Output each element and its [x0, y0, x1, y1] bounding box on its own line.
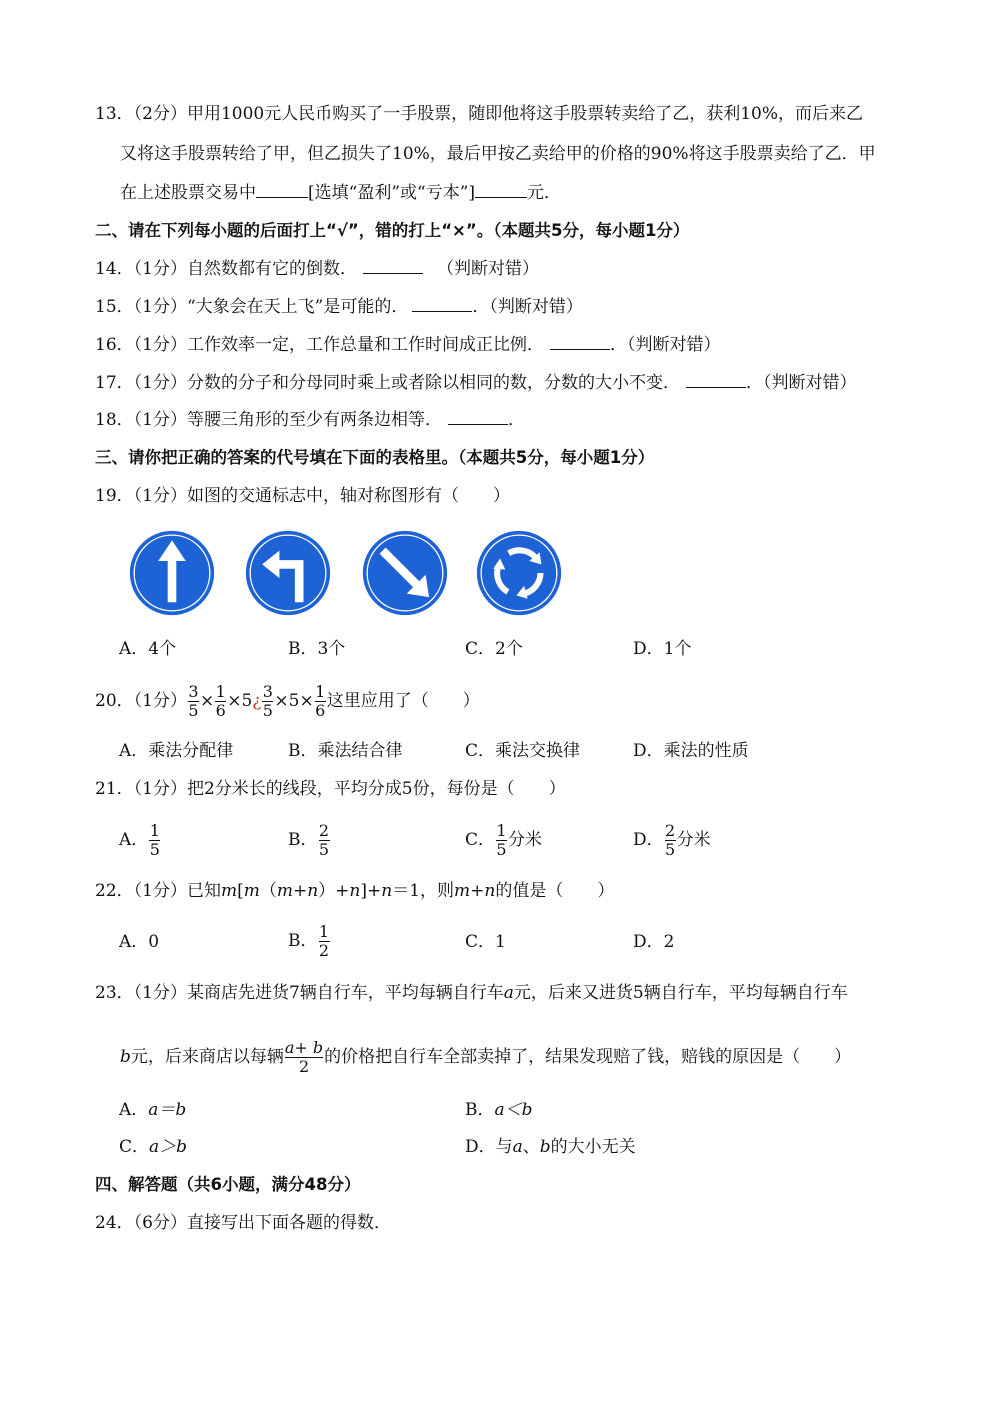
q20-option-b[interactable]: B．乘法结合律: [288, 741, 403, 761]
q20: [95, 681, 480, 721]
q18-tail: ．: [507, 410, 525, 430]
option-label: B．: [288, 931, 318, 951]
q13-line3-text: 在上述股票交易中: [120, 183, 256, 203]
bracket: [: [237, 881, 244, 901]
q18: [95, 409, 525, 431]
q20-option-d[interactable]: D．乘法的性质: [633, 741, 749, 761]
denominator: 5: [318, 839, 330, 859]
q19-option-d[interactable]: D．1个: [633, 639, 692, 659]
q21-text: 21．（1分）把2分米长的线段，平均分成5份，每份是（ ）: [95, 779, 566, 799]
q20-prefix: 20．（1分）: [95, 691, 187, 711]
q22-suffix: 的值是（ ）: [495, 881, 615, 901]
denominator: 2: [318, 940, 330, 960]
q13-blank-1[interactable]: [256, 182, 308, 198]
var-n: n: [484, 881, 496, 901]
q17: [95, 372, 856, 394]
numerator: 2: [665, 820, 676, 840]
denominator: 2: [298, 1056, 310, 1076]
separator: 、: [522, 1137, 540, 1157]
q16-blank[interactable]: [550, 334, 610, 350]
q23-option-a[interactable]: [119, 1099, 186, 1121]
fraction: [188, 683, 199, 720]
q19-option-a[interactable]: A．4个: [119, 639, 177, 659]
option-label: A．: [119, 1100, 149, 1120]
var-n: n: [307, 881, 319, 901]
option-value: a＜b: [494, 1100, 533, 1120]
q17-text: 17．（1分）分数的分子和分母同时乘上或者除以相同的数，分数的大小不变．: [95, 373, 680, 393]
denominator: 5: [188, 700, 199, 720]
q18-blank[interactable]: [448, 409, 508, 425]
q18-text: 18．（1分）等腰三角形的至少有两条边相等．: [95, 410, 442, 430]
denominator: 6: [215, 700, 226, 720]
var-m: m: [243, 881, 260, 901]
numerator: 1: [496, 820, 507, 840]
q16-tail: ．（判断对错）: [609, 335, 721, 355]
q22-option-b[interactable]: [288, 920, 331, 962]
numerator: 1: [318, 921, 330, 941]
q20-option-a[interactable]: A．乘法分配律: [119, 741, 234, 761]
q13-line3-hint: [选填“盈利”或“亏本”]: [308, 183, 476, 203]
q22-option-a[interactable]: A．0: [119, 932, 160, 952]
unit-label: 分米: [676, 830, 711, 850]
fraction: [262, 683, 273, 720]
times-sign: ×: [199, 691, 215, 711]
var-n: n: [381, 881, 393, 901]
numerator: 1: [215, 681, 226, 701]
roundabout-sign-icon: [476, 530, 562, 616]
var-m: m: [276, 881, 293, 901]
q23-option-c[interactable]: [119, 1136, 187, 1158]
q16-text: 16．（1分）工作效率一定，工作总量和工作时间成正比例．: [95, 335, 544, 355]
denominator: 5: [665, 839, 676, 859]
q14-tail: （判断对错）: [436, 259, 539, 279]
q15-tail: ．（判断对错）: [472, 297, 583, 317]
q14: [95, 258, 539, 280]
unit-label: 分米: [508, 830, 543, 850]
fraction: [665, 822, 676, 859]
fraction: [319, 822, 330, 859]
q23-text-c: 元，后来商店以每辆: [130, 1047, 284, 1067]
option-label: D．: [633, 830, 664, 850]
var-a: a: [503, 983, 514, 1003]
numerator: 3: [188, 681, 199, 701]
denominator: 5: [149, 839, 160, 859]
paren-plus: ）+: [318, 881, 350, 901]
q13-line3: [120, 182, 561, 204]
option-label: D．与: [465, 1137, 513, 1157]
q22-option-d[interactable]: D．2: [633, 932, 675, 952]
left-turn-sign-icon: [245, 530, 331, 616]
fraction: [149, 822, 160, 859]
section2-heading: 二、请在下列每小题的后面打上“√”，错的打上“×”。（本题共5分，每小题1分）: [95, 221, 690, 240]
option-label: A．: [119, 830, 149, 850]
var-a: a: [512, 1137, 523, 1157]
fraction: [285, 1039, 323, 1076]
q22-option-c[interactable]: C．1: [465, 932, 506, 952]
q23-option-b[interactable]: [465, 1099, 533, 1121]
q21-option-c[interactable]: [465, 820, 542, 860]
q19-option-c[interactable]: C．2个: [465, 639, 523, 659]
q21-option-a[interactable]: [119, 820, 161, 860]
option-label: B．: [288, 830, 318, 850]
option-label: C．: [119, 1137, 150, 1157]
q23-option-d[interactable]: [465, 1136, 636, 1158]
option-value: a＞b: [149, 1137, 188, 1157]
fraction: [215, 683, 226, 720]
plus: +: [470, 881, 485, 901]
diagonal-arrow-sign-icon: [362, 530, 448, 616]
plus: +: [292, 881, 308, 901]
q14-blank[interactable]: [363, 258, 423, 274]
equals-text: ＝1，则: [392, 881, 455, 901]
q20-suffix: 这里应用了（ ）: [326, 691, 480, 711]
section3-heading: 三、请你把正确的答案的代号填在下面的表格里。（本题共5分，每小题1分）: [95, 448, 655, 467]
option-value: a＝b: [148, 1100, 187, 1120]
denominator: 6: [315, 700, 326, 720]
numerator: 3: [262, 681, 273, 701]
denominator: 5: [496, 839, 507, 859]
numerator: a+ b: [284, 1037, 324, 1057]
fraction: [315, 683, 326, 720]
q19-text: 19．（1分）如图的交通标志中，轴对称图形有（ ）: [95, 486, 510, 506]
q23-text-a: 23．（1分）某商店先进货7辆自行车，平均每辆自行车: [95, 983, 504, 1003]
q21-option-b[interactable]: [288, 820, 331, 860]
q22-text: [95, 880, 614, 902]
q17-tail: ．（判断对错）: [745, 373, 857, 393]
up-arrow-sign-icon: [129, 530, 215, 616]
bracket-plus: ]+: [360, 881, 382, 901]
var-m: m: [454, 881, 471, 901]
q24-text: 24．（6分）直接写出下面各题的得数．: [95, 1213, 391, 1233]
q13-line2: 又将这手股票转给了甲，但乙损失了10%，最后甲按乙卖给甲的价格的90%将这手股票卖给了乙．甲: [120, 144, 876, 164]
numerator: 1: [149, 820, 160, 840]
q23-line1: [95, 982, 848, 1004]
fraction: [496, 822, 507, 859]
q15-blank[interactable]: [412, 296, 472, 312]
times-five: ×5: [227, 691, 253, 711]
q15-text: 15．（1分）“大象会在天上飞”是可能的．: [95, 297, 409, 317]
fraction: [319, 923, 330, 960]
var-b: b: [539, 1137, 551, 1157]
numerator: 1: [315, 681, 326, 701]
var-m: m: [220, 881, 238, 901]
option-value: 的大小无关: [550, 1137, 636, 1157]
q13-line3-end: 元．: [527, 183, 562, 203]
option-label: C．: [465, 830, 496, 850]
q23-text-b: 元，后来又进货5辆自行车，平均每辆自行车: [513, 983, 848, 1003]
paren: （: [259, 881, 277, 901]
q16: [95, 334, 720, 356]
q13-blank-2[interactable]: [475, 182, 527, 198]
var-n: n: [349, 881, 361, 901]
q13-line1: 13．（2分）甲用1000元人民币购买了一手股票，随即他将这手股票转卖给了乙，获利10%，而后来乙: [95, 104, 863, 124]
option-label: B．: [465, 1100, 495, 1120]
q21-option-d[interactable]: [633, 820, 711, 860]
times-five-times: ×5×: [274, 691, 314, 711]
section4-heading: 四、解答题（共6小题，满分48分）: [95, 1175, 361, 1194]
q14-text: 14．（1分）自然数都有它的倒数．: [95, 259, 357, 279]
numerator: 2: [318, 820, 330, 840]
q20-option-c[interactable]: C．乘法交换律: [465, 741, 581, 761]
q19-option-b[interactable]: B．3个: [288, 639, 346, 659]
q23-line2: [120, 1036, 851, 1078]
q15: [95, 296, 583, 318]
q23-text-d: 的价格把自行车全部卖掉了，结果发现赔了钱，赔钱的原因是（ ）: [324, 1047, 852, 1067]
q17-blank[interactable]: [686, 372, 746, 388]
garbled-symbol: ¿: [252, 691, 262, 711]
var-b: b: [120, 1047, 131, 1067]
q22-prefix: 22．（1分）已知: [95, 881, 221, 901]
denominator: 5: [262, 700, 273, 720]
